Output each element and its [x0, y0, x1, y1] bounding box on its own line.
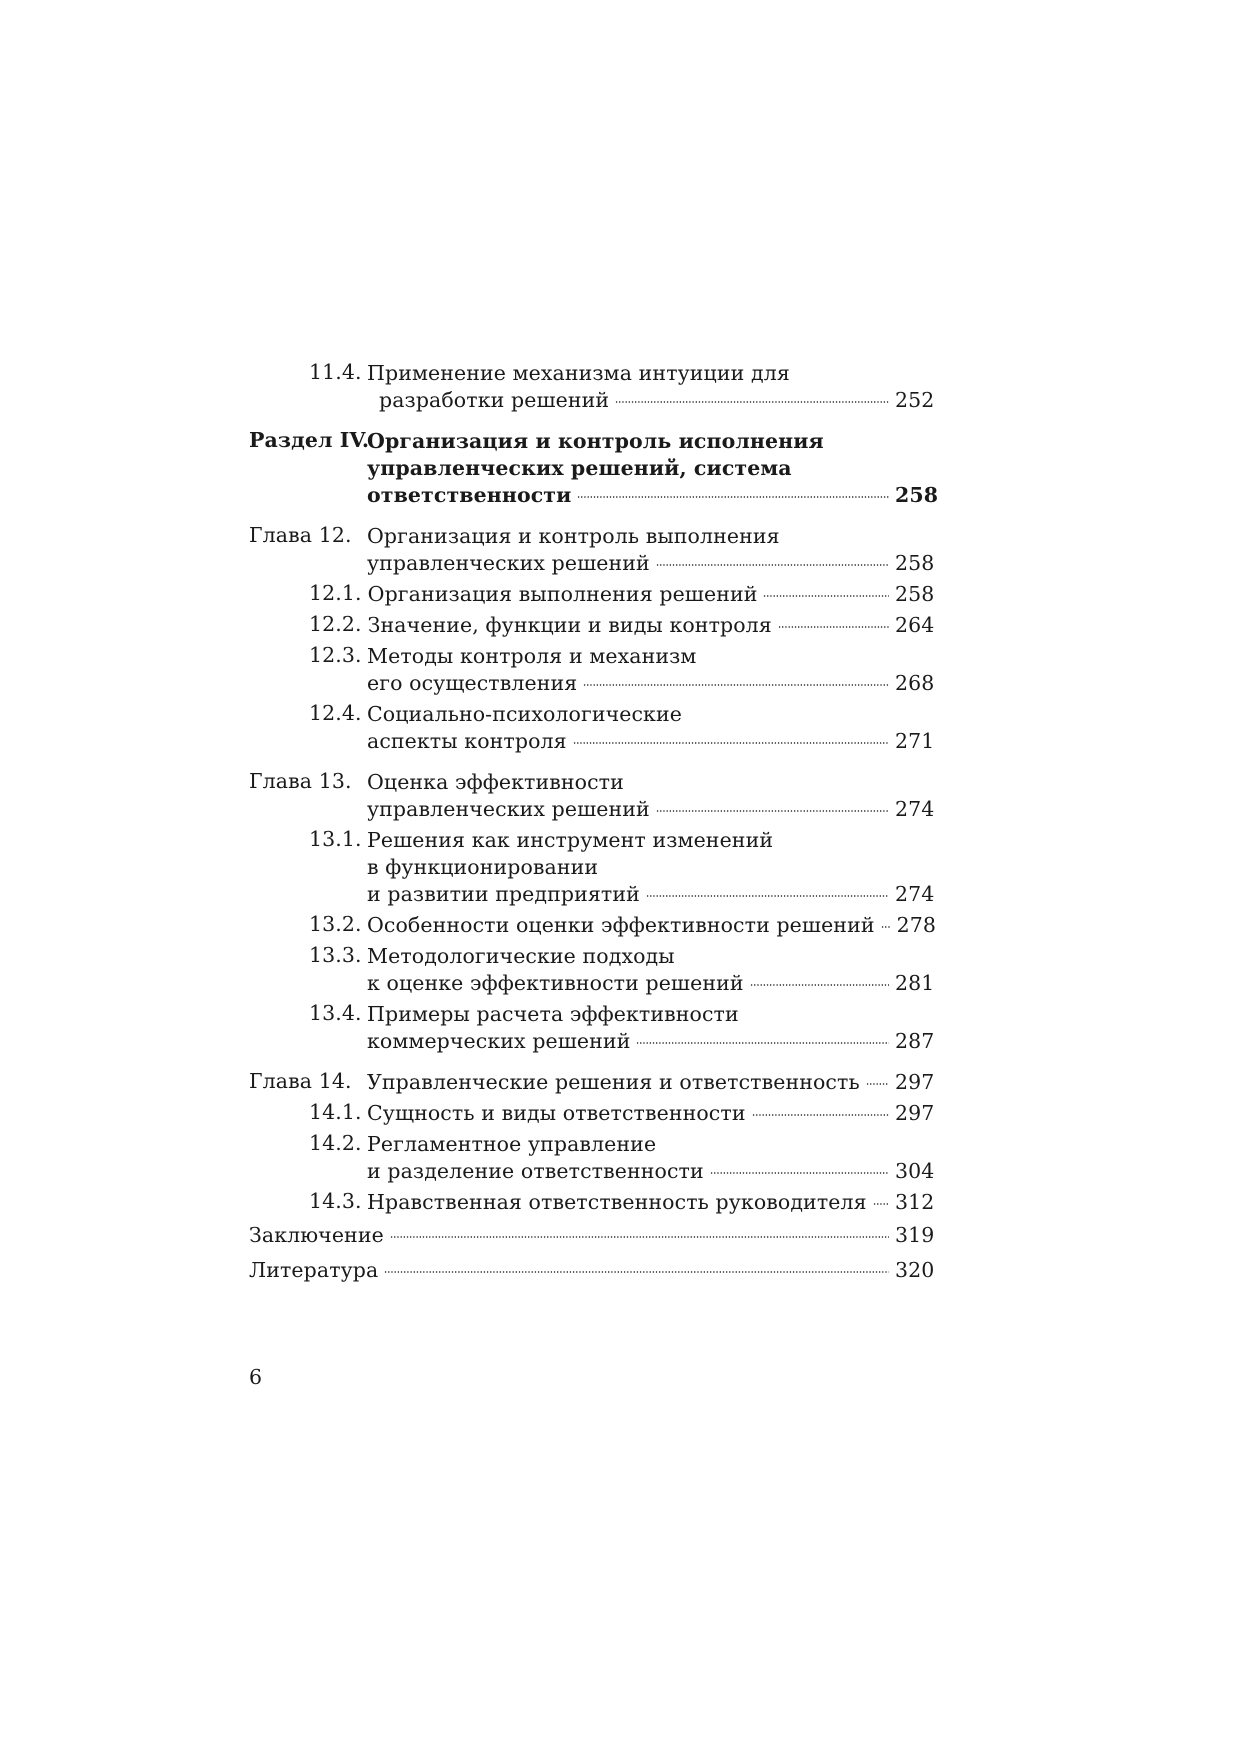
toc-entry-number: 14.3.	[309, 1189, 362, 1213]
toc-entry-title	[367, 523, 935, 577]
toc-entry-title	[367, 1189, 935, 1216]
toc-entry-line: к оценке эффективности решений	[367, 971, 744, 995]
toc-entry-page: 274	[895, 882, 935, 906]
toc-entry-line: Нравственная ответственность руководителя	[367, 1190, 867, 1214]
dot-leader	[778, 626, 889, 628]
toc-entry-title	[367, 360, 935, 414]
dot-leader	[656, 564, 889, 566]
toc-entry-page: 320	[895, 1258, 935, 1282]
toc-entry-page: 274	[895, 797, 935, 821]
toc-entry-title	[367, 612, 935, 639]
toc-entry-title	[367, 943, 935, 997]
toc-entry-title	[367, 912, 937, 939]
toc-entry-line: разработки решений	[379, 388, 610, 412]
toc-entry-line: Организация и контроль выполнения	[367, 524, 780, 548]
toc-entry-line: Решения как инструмент изменений	[367, 828, 774, 852]
toc-entry-number: 13.3.	[309, 943, 362, 967]
toc-entry	[249, 827, 935, 908]
toc-entry-number: 13.1.	[309, 827, 362, 851]
dot-leader	[573, 742, 889, 744]
toc-entry-number: Глава 13.	[249, 769, 352, 793]
toc-entry	[249, 581, 935, 608]
toc-entry	[249, 643, 935, 697]
dot-leader	[583, 684, 889, 686]
toc-entry	[249, 701, 935, 755]
toc-entry-number: 12.2.	[309, 612, 362, 636]
toc-entry-title	[249, 1222, 935, 1249]
toc-entry-line: управленческих решений, система	[367, 456, 792, 480]
table-of-contents	[249, 360, 939, 1284]
dot-leader	[577, 496, 889, 498]
toc-entry-line: коммерческих решений	[367, 1029, 631, 1053]
toc-entry-number: 12.4.	[309, 701, 362, 725]
toc-entry	[249, 428, 939, 509]
toc-entry-line: в функционировании	[367, 855, 599, 879]
toc-entry-title	[367, 827, 935, 908]
toc-entry-line: Заключение	[249, 1223, 384, 1247]
toc-entry-page: 278	[896, 913, 937, 937]
toc-entry-line: Значение, функции и виды контроля	[367, 613, 772, 637]
toc-entry	[249, 360, 935, 414]
toc-entry-page: 258	[895, 551, 935, 575]
toc-entry-number: 12.1.	[309, 581, 362, 605]
toc-entry-number: Раздел IV.	[249, 428, 370, 452]
toc-entry	[249, 523, 935, 577]
toc-entry-page: 287	[895, 1029, 935, 1053]
toc-entry-line: Примеры расчета эффективности	[367, 1002, 739, 1026]
toc-entry-number: Глава 12.	[249, 523, 352, 547]
toc-entry-line: и разделение ответственности	[367, 1159, 704, 1183]
toc-entry	[249, 1131, 935, 1185]
toc-entry-title	[367, 1100, 935, 1127]
toc-entry-line: Методы контроля и механизм	[367, 644, 697, 668]
toc-entry-line: аспекты контроля	[367, 729, 567, 753]
toc-entry-line: Организация выполнения решений	[367, 582, 758, 606]
toc-entry-page: 297	[895, 1070, 935, 1094]
toc-entry-title	[367, 701, 935, 755]
toc-entry-line: Управленческие решения и ответственность	[367, 1070, 860, 1094]
toc-entry-page: 258	[895, 582, 935, 606]
toc-entry-title	[367, 1131, 935, 1185]
toc-entry-number: 14.1.	[309, 1100, 362, 1124]
toc-entry-page: 268	[895, 671, 935, 695]
toc-entry-line: Методологические подходы	[367, 944, 675, 968]
toc-entry	[249, 1100, 935, 1127]
dot-leader	[390, 1236, 889, 1238]
toc-entry-title	[367, 769, 935, 823]
toc-entry-page: 281	[895, 971, 935, 995]
toc-entry-title	[367, 643, 935, 697]
toc-entry-line: его осуществления	[367, 671, 578, 695]
toc-entry-number: 13.4.	[309, 1001, 362, 1025]
toc-entry-line: управленческих решений	[367, 551, 650, 575]
toc-entry-line: и развитии предприятий	[367, 882, 640, 906]
toc-entry	[249, 1069, 935, 1096]
toc-entry-line: Социально-психологические	[367, 702, 682, 726]
dot-leader	[636, 1042, 889, 1044]
toc-entry	[249, 912, 937, 939]
dot-leader	[763, 595, 889, 597]
toc-entry-title	[367, 581, 935, 608]
toc-entry	[249, 769, 935, 823]
dot-leader	[750, 984, 889, 986]
toc-entry-line: Литература	[249, 1258, 379, 1282]
toc-entry-page: 312	[895, 1190, 935, 1214]
dot-leader	[646, 895, 889, 897]
toc-entry-number: Глава 14.	[249, 1069, 352, 1093]
dot-leader	[752, 1114, 889, 1116]
toc-entry-number: 14.2.	[309, 1131, 362, 1155]
toc-entry-line: управленческих решений	[367, 797, 650, 821]
toc-entry-title	[367, 1069, 935, 1096]
toc-entry	[249, 1257, 935, 1284]
dot-leader	[710, 1172, 889, 1174]
toc-entry-page: 252	[895, 388, 935, 412]
toc-entry-line: Применение механизма интуиции для	[367, 361, 790, 385]
toc-entry-number: 12.3.	[309, 643, 362, 667]
toc-entry-page: 258	[895, 483, 939, 507]
toc-entry-title	[249, 1257, 935, 1284]
page-number: 6	[249, 1365, 263, 1389]
toc-entry-page: 304	[895, 1159, 935, 1183]
toc-entry-number: 13.2.	[309, 912, 362, 936]
dot-leader	[881, 926, 891, 928]
toc-entry-page: 271	[895, 729, 935, 753]
dot-leader	[384, 1271, 889, 1273]
toc-entry	[249, 943, 935, 997]
toc-entry-page: 264	[895, 613, 935, 637]
toc-entry-number: 11.4.	[309, 360, 362, 384]
dot-leader	[866, 1083, 889, 1085]
toc-entry-line: Регламентное управление	[367, 1132, 657, 1156]
toc-entry	[249, 1189, 935, 1216]
toc-entry-title	[367, 428, 939, 509]
toc-entry-page: 297	[895, 1101, 935, 1125]
dot-leader	[615, 401, 889, 403]
toc-entry-line: Оценка эффективности	[367, 770, 624, 794]
dot-leader	[656, 810, 889, 812]
toc-entry-page: 319	[895, 1223, 935, 1247]
toc-entry-line: ответственности	[367, 483, 572, 507]
toc-entry	[249, 1222, 935, 1249]
toc-entry	[249, 612, 935, 639]
toc-entry-title	[367, 1001, 935, 1055]
toc-entry-line: Организация и контроль исполнения	[367, 429, 824, 453]
toc-entry-line: Особенности оценки эффективности решений	[367, 913, 875, 937]
dot-leader	[873, 1203, 889, 1205]
toc-entry-line: Сущность и виды ответственности	[367, 1101, 746, 1125]
toc-entry	[249, 1001, 935, 1055]
